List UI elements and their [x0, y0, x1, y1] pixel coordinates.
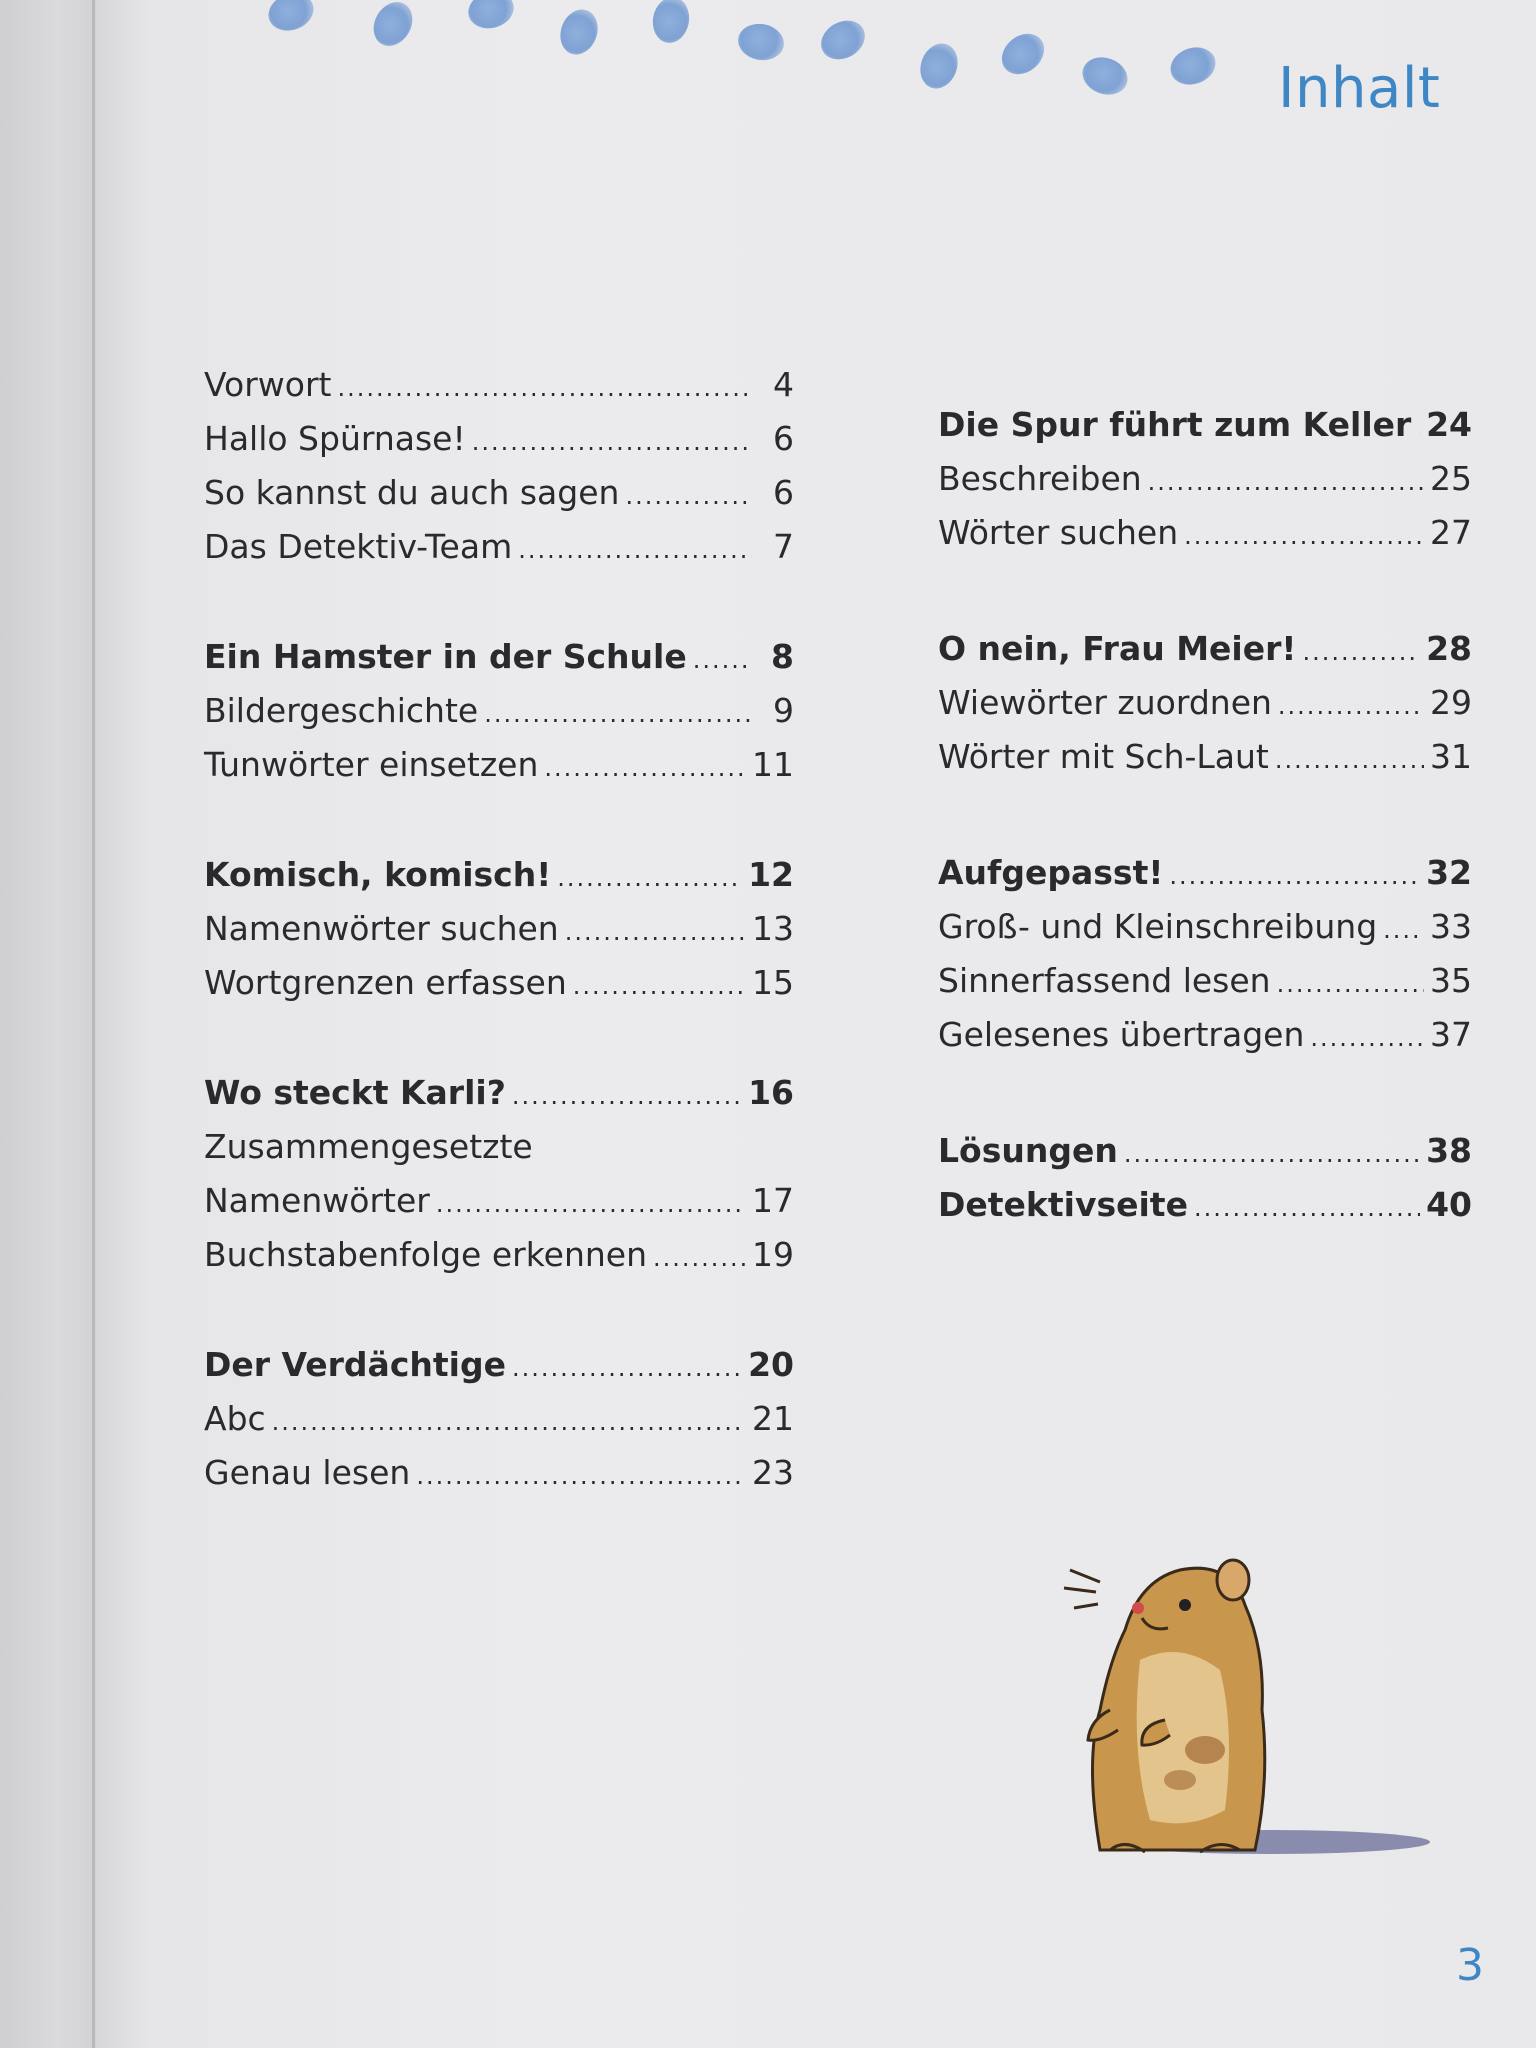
toc-page-number: 7 [773, 527, 794, 566]
toc-entry [938, 900, 1472, 954]
toc-section [204, 1066, 794, 1282]
toc-entry-label: Wiewörter zuordnen [938, 683, 1272, 722]
footprint-icon [263, 0, 319, 37]
toc-page-number: 21 [752, 1399, 794, 1438]
toc-page-number: 8 [771, 637, 794, 676]
toc-entry [938, 452, 1472, 506]
footprint-icon [649, 0, 692, 46]
toc-chapter-entry [204, 848, 794, 902]
dot-leader [337, 361, 752, 415]
toc-entry [204, 358, 794, 412]
toc-page-number: 23 [752, 1453, 794, 1492]
dot-leader [1278, 679, 1424, 733]
dot-leader [472, 415, 752, 469]
dot-leader [1124, 1127, 1420, 1181]
toc-entry [204, 1228, 794, 1282]
dot-leader [1277, 957, 1424, 1011]
toc-entry-label: Beschreiben [938, 459, 1142, 498]
toc-page-number: 15 [752, 963, 794, 1002]
dot-leader [512, 1341, 742, 1395]
dot-leader [544, 741, 746, 795]
toc-page-number: 38 [1426, 1131, 1472, 1170]
toc-page-number: 32 [1426, 853, 1472, 892]
toc-entry [204, 956, 794, 1010]
toc-page-number: 35 [1430, 961, 1472, 1000]
dot-leader [693, 633, 752, 687]
toc-entry-label: So kannst du auch sagen [204, 473, 620, 512]
toc-page-number: 27 [1430, 513, 1472, 552]
footprint-icon [735, 20, 787, 63]
toc-entry-label: Wörter mit Sch-Laut [938, 737, 1269, 776]
toc-chapter-entry [204, 630, 794, 684]
toc-page-number: 6 [773, 419, 794, 458]
toc-entry-label: Sinnerfassend lesen [938, 961, 1271, 1000]
toc-entry-label: Komisch, komisch! [204, 855, 552, 894]
toc-entry-label: Lösungen [938, 1131, 1118, 1170]
page-fold-line [92, 0, 95, 2048]
toc-entry-label: Namenwörter suchen [204, 909, 559, 948]
toc-entry [204, 902, 794, 956]
toc-entry [938, 676, 1472, 730]
toc-page-number: 17 [752, 1181, 794, 1220]
toc-entry-label: Tunwörter einsetzen [204, 745, 539, 784]
dot-leader [653, 1231, 746, 1285]
dot-leader [272, 1395, 746, 1449]
toc-entry-label: O nein, Frau Meier! [938, 629, 1297, 668]
toc-entry-label: Wortgrenzen erfassen [204, 963, 567, 1002]
toc-entry-label: Namenwörter [204, 1181, 430, 1220]
dot-leader [1302, 625, 1420, 679]
toc-entry-label: Bildergeschichte [204, 691, 479, 730]
toc-entry [938, 506, 1472, 560]
hamster-illustration [1030, 1520, 1430, 1870]
toc-page-number: 11 [752, 745, 794, 784]
toc-entry [938, 1008, 1472, 1062]
toc-page-number: 12 [748, 855, 794, 894]
toc-entry [204, 1174, 794, 1228]
footprint-icon [366, 0, 420, 53]
toc-page-number: 33 [1430, 907, 1472, 946]
dot-leader [1148, 455, 1424, 509]
toc-entry-label: Aufgepasst! [938, 853, 1164, 892]
toc-entry-label: Vorwort [204, 365, 332, 404]
toc-section [938, 1124, 1472, 1232]
dot-leader [484, 687, 752, 741]
toc-entry [204, 1392, 794, 1446]
dot-leader [573, 959, 746, 1013]
toc-entry [204, 520, 794, 574]
dot-leader [557, 851, 742, 905]
toc-entry [204, 1446, 794, 1500]
page-title: Inhalt [1278, 56, 1441, 121]
toc-section [204, 1338, 794, 1500]
toc-entry-label: Genau lesen [204, 1453, 411, 1492]
dot-leader [518, 523, 752, 577]
toc-chapter-entry [204, 1066, 794, 1120]
toc-entry-label: Buchstabenfolge erkennen [204, 1235, 648, 1274]
toc-section [204, 848, 794, 1010]
toc-page-number: 31 [1430, 737, 1472, 776]
toc-entry [938, 730, 1472, 784]
toc-chapter-entry [938, 398, 1472, 452]
toc-page-number: 29 [1430, 683, 1472, 722]
toc-page-number: 24 [1426, 405, 1472, 444]
toc-section [938, 622, 1472, 784]
footprint-icon [1165, 41, 1221, 91]
dot-leader [1417, 401, 1420, 455]
toc-section [204, 358, 794, 574]
toc-entry [204, 412, 794, 466]
dot-leader [565, 905, 746, 959]
toc-entry-label: Groß- und Kleinschreibung [938, 907, 1378, 946]
toc-entry-label: Der Verdächtige [204, 1345, 506, 1384]
dot-leader [512, 1069, 742, 1123]
footprint-icon [464, 0, 518, 33]
toc-page-number: 25 [1430, 459, 1472, 498]
toc-page-number: 28 [1426, 629, 1472, 668]
footprint-icon [554, 4, 604, 60]
toc-entry-label: Ein Hamster in der Schule [204, 637, 687, 676]
toc-entry-label: Detektivseite [938, 1185, 1188, 1224]
dot-leader [625, 469, 752, 523]
dot-leader [1184, 509, 1424, 563]
toc-page-number: 20 [748, 1345, 794, 1384]
page-number: 3 [1456, 1940, 1484, 1991]
toc-section [204, 630, 794, 792]
toc-entry-label: Wo steckt Karli? [204, 1073, 506, 1112]
toc-page-number: 13 [752, 909, 794, 948]
toc-right-column [938, 398, 1472, 1294]
dot-leader [1194, 1181, 1420, 1235]
footprint-icon [914, 38, 964, 94]
toc-chapter-entry [938, 1178, 1472, 1232]
toc-entry [204, 684, 794, 738]
toc-page-number: 40 [1426, 1185, 1472, 1224]
toc-section [938, 398, 1472, 560]
toc-entry-label: Gelesenes übertragen [938, 1015, 1305, 1054]
toc-page-number: 16 [748, 1073, 794, 1112]
dot-leader [436, 1177, 746, 1231]
toc-entry-label: Das Detektiv-Team [204, 527, 513, 566]
toc-section [938, 846, 1472, 1062]
toc-page-number: 4 [773, 365, 794, 404]
toc-page-number: 9 [773, 691, 794, 730]
footprint-icon [1077, 51, 1133, 101]
dot-leader [416, 1449, 746, 1503]
toc-page-number: 37 [1430, 1015, 1472, 1054]
toc-entry [204, 466, 794, 520]
dot-leader [1383, 903, 1424, 957]
toc-entry [204, 738, 794, 792]
book-spine [0, 0, 96, 2048]
toc-page-number: 19 [752, 1235, 794, 1274]
footprint-icon [814, 13, 872, 67]
dot-leader [1310, 1011, 1424, 1065]
toc-entry-label: Die Spur führt zum Keller [938, 405, 1412, 444]
toc-entry-label: Abc [204, 1399, 266, 1438]
toc-entry-label: Zusammengesetzte [204, 1127, 533, 1166]
toc-page-number: 6 [773, 473, 794, 512]
toc-left-column [204, 358, 794, 1556]
dot-leader [1275, 733, 1424, 787]
toc-entry-label: Wörter suchen [938, 513, 1179, 552]
footprint-icon [994, 25, 1052, 82]
toc-chapter-entry [938, 622, 1472, 676]
toc-chapter-entry [938, 1124, 1472, 1178]
toc-chapter-entry [938, 846, 1472, 900]
toc-chapter-entry [204, 1338, 794, 1392]
toc-entry-label: Hallo Spürnase! [204, 419, 466, 458]
dot-leader [1169, 849, 1420, 903]
toc-entry [938, 954, 1472, 1008]
toc-entry [204, 1120, 794, 1174]
